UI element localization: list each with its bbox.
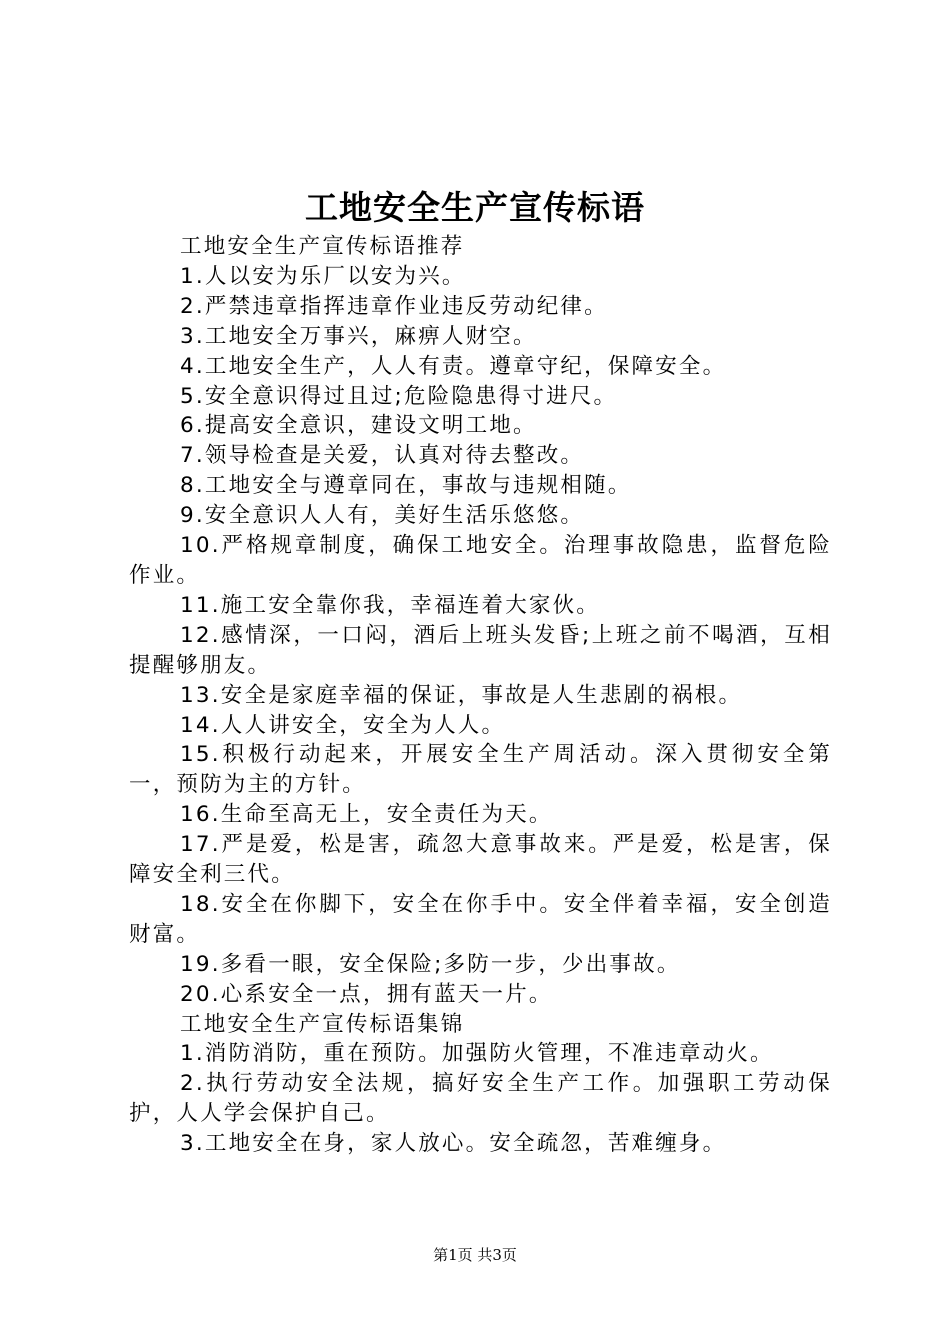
section-heading: 工地安全生产宣传标语集锦: [180, 1011, 465, 1037]
slogan-item: 13.安全是家庭幸福的保证，事故是人生悲剧的祸根。: [180, 682, 743, 708]
document-title: 工地安全生产宣传标语: [305, 188, 645, 227]
page-number-footer: 第1页 共3页: [433, 1246, 517, 1264]
slogan-item: 9.安全意识人人有，美好生活乐悠悠。: [180, 503, 585, 529]
slogan-item: 3.工地安全万事兴，麻痹人财空。: [180, 323, 537, 349]
slogan-item: 4.工地安全生产，人人有责。遵章守纪，保障安全。: [180, 353, 727, 379]
slogan-item: 1.消防消防，重在预防。加强防火管理，不准违章动火。: [180, 1041, 774, 1067]
slogan-item: 3.工地安全在身，家人放心。安全疏忽，苦难缠身。: [180, 1131, 727, 1157]
slogan-item: 7.领导检查是关爱，认真对待去整改。: [180, 443, 585, 469]
slogan-item: 18.安全在你脚下，安全在你手中。安全伴着幸福，安全创造财富。: [129, 891, 832, 947]
section-heading: 工地安全生产宣传标语推荐: [180, 234, 465, 259]
slogan-item: 5.安全意识得过且过;危险隐患得寸进尺。: [180, 383, 618, 409]
slogan-item: 10.严格规章制度，确保工地安全。治理事故隐患，监督危险作业。: [129, 533, 832, 588]
slogan-item: 20.心系安全一点，拥有蓝天一片。: [180, 981, 553, 1007]
slogan-item: 1.人以安为乐厂以安为兴。: [180, 263, 466, 289]
slogan-item: 17.严是爱，松是害，疏忽大意事故来。严是爱，松是害，保障安全利三代。: [129, 832, 832, 888]
slogan-item: 2.严禁违章指挥违章作业违反劳动纪律。: [180, 293, 608, 319]
slogan-item: 11.施工安全靠你我，幸福连着大家伙。: [180, 592, 600, 618]
slogan-item: 15.积极行动起来，开展安全生产周活动。深入贯彻安全第一，预防为主的方针。: [129, 742, 832, 798]
slogan-item: 14.人人讲安全，安全为人人。: [180, 712, 506, 738]
slogan-item: 8.工地安全与遵章同在，事故与违规相随。: [180, 473, 632, 499]
slogan-item: 19.多看一眼，安全保险;多防一步，少出事故。: [180, 951, 681, 977]
slogan-item: 12.感情深，一口闷，酒后上班头发昏;上班之前不喝酒，互相提醒够朋友。: [129, 622, 832, 678]
slogan-item: 16.生命至高无上，安全责任为天。: [180, 802, 553, 828]
slogan-item: 2.执行劳动安全法规，搞好安全生产工作。加强职工劳动保护，人人学会保护自己。: [129, 1071, 832, 1127]
slogan-item: 6.提高安全意识，建设文明工地。: [180, 413, 537, 439]
document-body: [129, 232, 832, 1159]
